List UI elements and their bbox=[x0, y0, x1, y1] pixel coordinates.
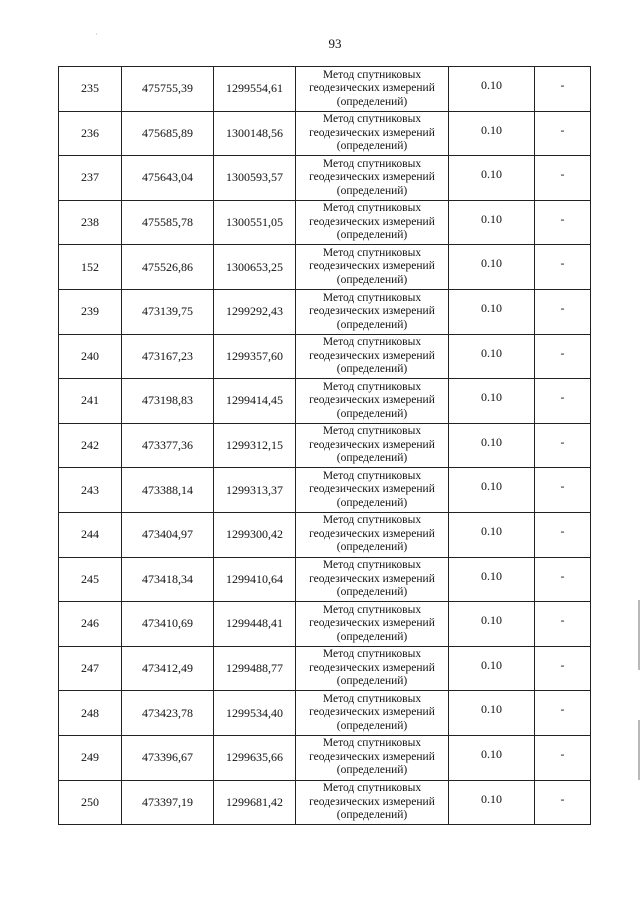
method-cell bbox=[296, 200, 449, 245]
y-coordinate-cell: 1299681,42 bbox=[214, 780, 296, 825]
point-number-cell: 247 bbox=[59, 646, 122, 691]
x-coordinate-cell: 473396,67 bbox=[122, 735, 214, 780]
point-number-cell: 250 bbox=[59, 780, 122, 825]
method-text-line: геодезических измерений bbox=[309, 349, 435, 362]
table-row bbox=[59, 200, 591, 245]
description-cell: - bbox=[535, 735, 591, 780]
y-coordinate-cell: 1299410,64 bbox=[214, 557, 296, 602]
accuracy-cell: 0.10 bbox=[449, 646, 535, 691]
method-cell bbox=[296, 691, 449, 736]
point-number-cell: 235 bbox=[59, 67, 122, 112]
accuracy-cell: 0.10 bbox=[449, 468, 535, 513]
description-cell: - bbox=[535, 646, 591, 691]
method-text-line: Метод спутниковых bbox=[322, 514, 422, 527]
method-text-line: геодезических измерений bbox=[309, 483, 435, 496]
x-coordinate-cell: 473139,75 bbox=[122, 289, 214, 334]
method-text-line: Метод спутниковых bbox=[322, 336, 422, 349]
method-text-line: геодезических измерений bbox=[309, 438, 435, 451]
method-text-line: (определений) bbox=[336, 809, 408, 822]
x-coordinate-cell: 473198,83 bbox=[122, 379, 214, 424]
description-cell: - bbox=[535, 423, 591, 468]
description-cell: - bbox=[535, 111, 591, 156]
description-cell: - bbox=[535, 67, 591, 112]
table-row bbox=[59, 602, 591, 647]
y-coordinate-cell: 1299534,40 bbox=[214, 691, 296, 736]
point-number-cell: 239 bbox=[59, 289, 122, 334]
accuracy-cell: 0.10 bbox=[449, 691, 535, 736]
description-cell: - bbox=[535, 780, 591, 825]
method-text-line: Метод спутниковых bbox=[322, 68, 422, 81]
y-coordinate-cell: 1300148,56 bbox=[214, 111, 296, 156]
x-coordinate-cell: 475585,78 bbox=[122, 200, 214, 245]
table-row bbox=[59, 111, 591, 156]
x-coordinate-cell: 473423,78 bbox=[122, 691, 214, 736]
x-coordinate-cell: 473388,14 bbox=[122, 468, 214, 513]
accuracy-cell: 0.10 bbox=[449, 735, 535, 780]
method-text-line: (определений) bbox=[336, 496, 408, 509]
method-text-line: Метод спутниковых bbox=[322, 113, 422, 126]
method-text-line: геодезических измерений bbox=[309, 527, 435, 540]
method-text-line: геодезических измерений bbox=[309, 171, 435, 184]
method-text-line: геодезических измерений bbox=[309, 706, 435, 719]
method-cell bbox=[296, 245, 449, 290]
point-number-cell: 246 bbox=[59, 602, 122, 647]
y-coordinate-cell: 1299414,45 bbox=[214, 379, 296, 424]
method-text-line: геодезических измерений bbox=[309, 260, 435, 273]
method-text-line: (определений) bbox=[336, 452, 408, 465]
accuracy-cell: 0.10 bbox=[449, 67, 535, 112]
method-text-line: (определений) bbox=[336, 764, 408, 777]
method-cell bbox=[296, 156, 449, 201]
method-text-line: (определений) bbox=[336, 184, 408, 197]
accuracy-cell: 0.10 bbox=[449, 200, 535, 245]
method-cell bbox=[296, 67, 449, 112]
method-cell bbox=[296, 602, 449, 647]
description-cell: - bbox=[535, 512, 591, 557]
point-number-cell: 242 bbox=[59, 423, 122, 468]
method-text-line: (определений) bbox=[336, 630, 408, 643]
method-text-line: Метод спутниковых bbox=[322, 157, 422, 170]
point-number-cell: 236 bbox=[59, 111, 122, 156]
method-cell bbox=[296, 111, 449, 156]
x-coordinate-cell: 473412,49 bbox=[122, 646, 214, 691]
x-coordinate-cell: 475643,04 bbox=[122, 156, 214, 201]
table-row bbox=[59, 780, 591, 825]
method-cell bbox=[296, 334, 449, 379]
point-number-cell: 237 bbox=[59, 156, 122, 201]
point-number-cell: 240 bbox=[59, 334, 122, 379]
description-cell: - bbox=[535, 468, 591, 513]
accuracy-cell: 0.10 bbox=[449, 602, 535, 647]
page-number: 93 bbox=[328, 36, 342, 51]
accuracy-cell: 0.10 bbox=[449, 334, 535, 379]
method-text-line: геодезических измерений bbox=[309, 661, 435, 674]
method-text-line: (определений) bbox=[336, 95, 408, 108]
table-row bbox=[59, 691, 591, 736]
method-text-line: Метод спутниковых bbox=[322, 425, 422, 438]
method-text-line: геодезических измерений bbox=[309, 750, 435, 763]
method-text-line: Метод спутниковых bbox=[322, 559, 422, 572]
method-cell bbox=[296, 468, 449, 513]
x-coordinate-cell: 475755,39 bbox=[122, 67, 214, 112]
method-cell bbox=[296, 735, 449, 780]
description-cell: - bbox=[535, 245, 591, 290]
method-text-line: (определений) bbox=[336, 586, 408, 599]
method-text-line: (определений) bbox=[336, 407, 408, 420]
x-coordinate-cell: 473167,23 bbox=[122, 334, 214, 379]
method-text-line: Метод спутниковых bbox=[322, 737, 422, 750]
method-text-line: Метод спутниковых bbox=[322, 782, 422, 795]
scan-speck: · bbox=[95, 30, 98, 39]
table-row bbox=[59, 67, 591, 112]
method-text-line: Метод спутниковых bbox=[322, 291, 422, 304]
table-row bbox=[59, 334, 591, 379]
point-number-cell: 241 bbox=[59, 379, 122, 424]
method-text-line: (определений) bbox=[336, 140, 408, 153]
coordinates-table bbox=[58, 66, 591, 825]
accuracy-cell: 0.10 bbox=[449, 111, 535, 156]
method-text-line: геодезических измерений bbox=[309, 394, 435, 407]
accuracy-cell: 0.10 bbox=[449, 245, 535, 290]
method-cell bbox=[296, 289, 449, 334]
y-coordinate-cell: 1300593,57 bbox=[214, 156, 296, 201]
description-cell: - bbox=[535, 379, 591, 424]
accuracy-cell: 0.10 bbox=[449, 780, 535, 825]
method-text-line: Метод спутниковых bbox=[322, 469, 422, 482]
method-text-line: геодезических измерений bbox=[309, 82, 435, 95]
accuracy-cell: 0.10 bbox=[449, 379, 535, 424]
method-text-line: (определений) bbox=[336, 675, 408, 688]
table-row bbox=[59, 557, 591, 602]
y-coordinate-cell: 1299292,43 bbox=[214, 289, 296, 334]
method-cell bbox=[296, 512, 449, 557]
description-cell: - bbox=[535, 334, 591, 379]
accuracy-cell: 0.10 bbox=[449, 557, 535, 602]
method-text-line: геодезических измерений bbox=[309, 305, 435, 318]
accuracy-cell: 0.10 bbox=[449, 512, 535, 557]
method-text-line: (определений) bbox=[336, 318, 408, 331]
table-row bbox=[59, 245, 591, 290]
y-coordinate-cell: 1299488,77 bbox=[214, 646, 296, 691]
point-number-cell: 245 bbox=[59, 557, 122, 602]
x-coordinate-cell: 473377,36 bbox=[122, 423, 214, 468]
x-coordinate-cell: 473410,69 bbox=[122, 602, 214, 647]
accuracy-cell: 0.10 bbox=[449, 156, 535, 201]
point-number-cell: 244 bbox=[59, 512, 122, 557]
y-coordinate-cell: 1299300,42 bbox=[214, 512, 296, 557]
table-row bbox=[59, 379, 591, 424]
x-coordinate-cell: 473397,19 bbox=[122, 780, 214, 825]
y-coordinate-cell: 1299448,41 bbox=[214, 602, 296, 647]
table-row bbox=[59, 423, 591, 468]
method-text-line: Метод спутниковых bbox=[322, 648, 422, 661]
y-coordinate-cell: 1299357,60 bbox=[214, 334, 296, 379]
point-number-cell: 243 bbox=[59, 468, 122, 513]
table-row bbox=[59, 468, 591, 513]
point-number-cell: 248 bbox=[59, 691, 122, 736]
x-coordinate-cell: 475685,89 bbox=[122, 111, 214, 156]
point-number-cell: 152 bbox=[59, 245, 122, 290]
y-coordinate-cell: 1299554,61 bbox=[214, 67, 296, 112]
method-cell bbox=[296, 379, 449, 424]
method-text-line: Метод спутниковых bbox=[322, 246, 422, 259]
accuracy-cell: 0.10 bbox=[449, 289, 535, 334]
y-coordinate-cell: 1299635,66 bbox=[214, 735, 296, 780]
description-cell: - bbox=[535, 289, 591, 334]
point-number-cell: 249 bbox=[59, 735, 122, 780]
y-coordinate-cell: 1299312,15 bbox=[214, 423, 296, 468]
table-row bbox=[59, 735, 591, 780]
table-row bbox=[59, 156, 591, 201]
method-text-line: Метод спутниковых bbox=[322, 380, 422, 393]
y-coordinate-cell: 1300551,05 bbox=[214, 200, 296, 245]
y-coordinate-cell: 1299313,37 bbox=[214, 468, 296, 513]
description-cell: - bbox=[535, 200, 591, 245]
method-text-line: (определений) bbox=[336, 273, 408, 286]
coordinates-table-body bbox=[59, 67, 591, 825]
method-text-line: Метод спутниковых bbox=[322, 603, 422, 616]
method-cell bbox=[296, 423, 449, 468]
x-coordinate-cell: 473404,97 bbox=[122, 512, 214, 557]
method-cell bbox=[296, 780, 449, 825]
table-row bbox=[59, 289, 591, 334]
y-coordinate-cell: 1300653,25 bbox=[214, 245, 296, 290]
x-coordinate-cell: 473418,34 bbox=[122, 557, 214, 602]
method-text-line: геодезических измерений bbox=[309, 126, 435, 139]
table-row bbox=[59, 512, 591, 557]
method-text-line: геодезических измерений bbox=[309, 572, 435, 585]
method-cell bbox=[296, 557, 449, 602]
method-text-line: Метод спутниковых bbox=[322, 692, 422, 705]
point-number-cell: 238 bbox=[59, 200, 122, 245]
description-cell: - bbox=[535, 557, 591, 602]
description-cell: - bbox=[535, 691, 591, 736]
method-cell bbox=[296, 646, 449, 691]
method-text-line: геодезических измерений bbox=[309, 617, 435, 630]
accuracy-cell: 0.10 bbox=[449, 423, 535, 468]
description-cell: - bbox=[535, 156, 591, 201]
table-row bbox=[59, 646, 591, 691]
method-text-line: (определений) bbox=[336, 229, 408, 242]
method-text-line: (определений) bbox=[336, 363, 408, 376]
method-text-line: Метод спутниковых bbox=[322, 202, 422, 215]
description-cell: - bbox=[535, 602, 591, 647]
method-text-line: (определений) bbox=[336, 541, 408, 554]
method-text-line: геодезических измерений bbox=[309, 795, 435, 808]
method-text-line: (определений) bbox=[336, 719, 408, 732]
x-coordinate-cell: 475526,86 bbox=[122, 245, 214, 290]
method-text-line: геодезических измерений bbox=[309, 215, 435, 228]
